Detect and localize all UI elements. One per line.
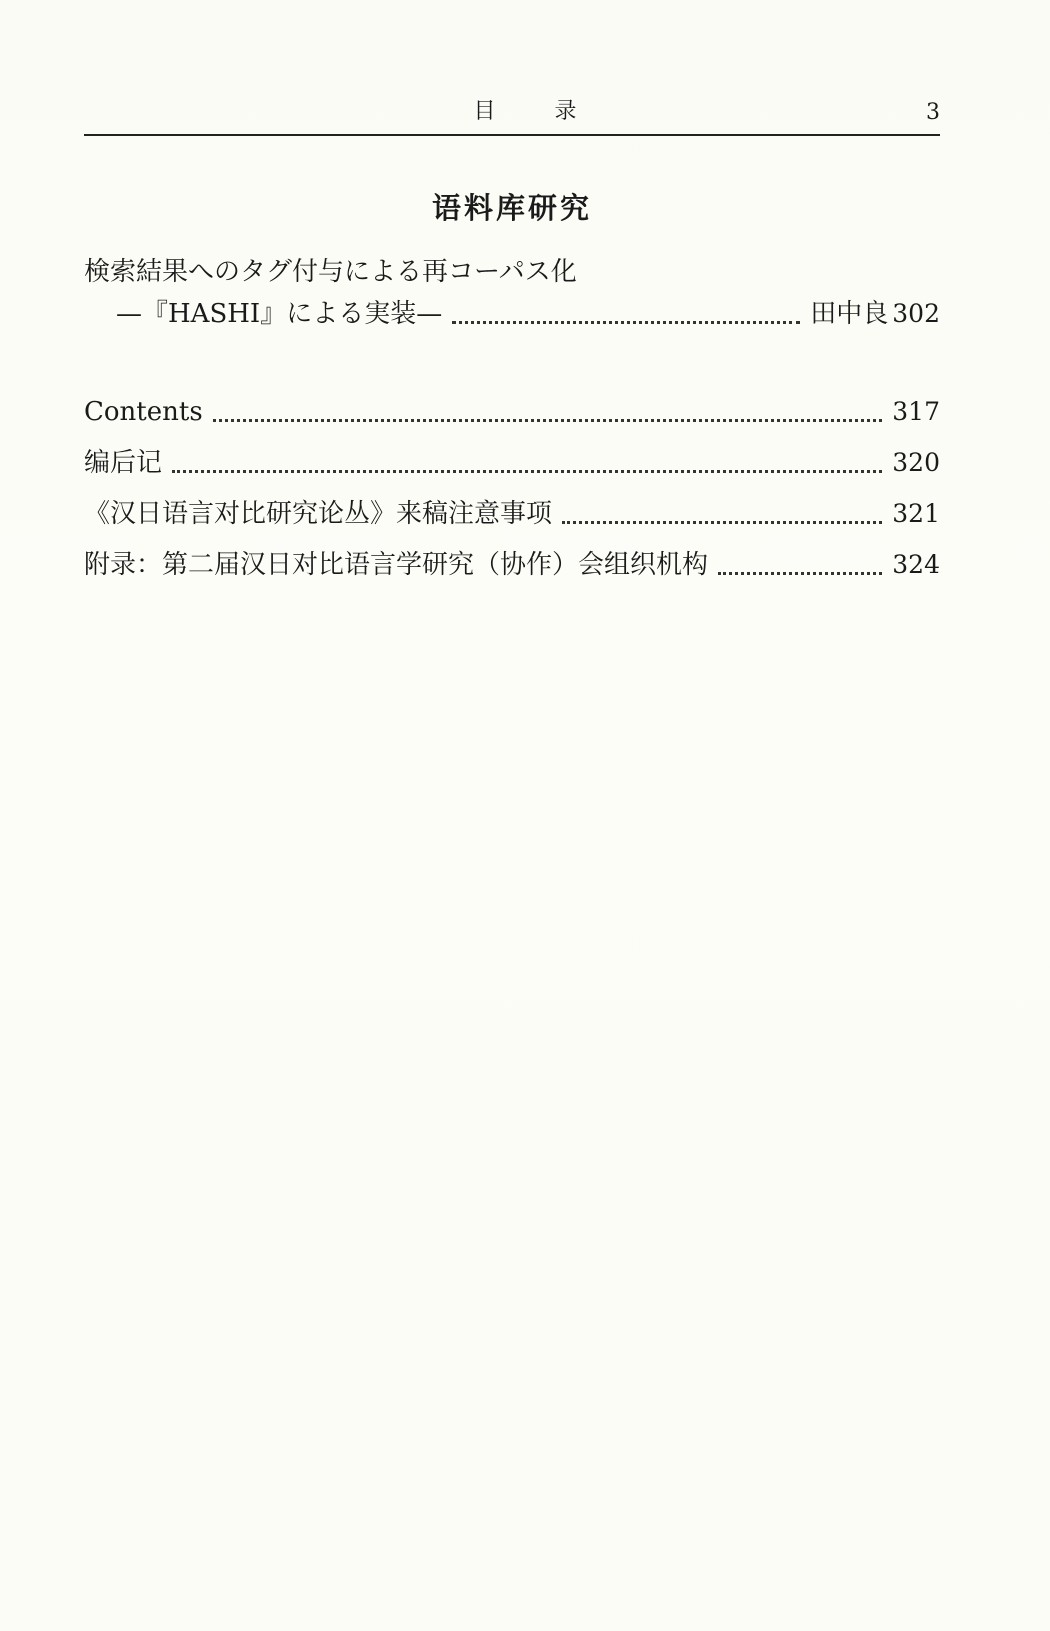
toc-entry-4-page: 321 [892, 499, 940, 528]
running-title: 目 录 [473, 99, 603, 124]
toc-entry-1-subtitle-row[interactable] [116, 294, 940, 334]
section-heading: 语料库研究 [431, 191, 592, 225]
toc-entry-3-title: 编后记 [84, 448, 163, 478]
dot-leader [718, 572, 882, 575]
toc-entry-1-author: 田中良 [810, 299, 889, 329]
toc-entry-1-subtitle: —『HASHI』による実装— [116, 299, 443, 329]
toc-entry-afterword[interactable] [84, 443, 940, 483]
dot-leader [213, 419, 883, 422]
toc-entry-1-title: 検索結果へのタグ付与による再コーパス化 [84, 257, 577, 287]
dot-leader [562, 521, 882, 524]
dot-leader [172, 470, 882, 473]
toc-entry-5-title: 附录：第二届汉日对比语言学研究（协作）会组织机构 [84, 550, 709, 580]
header-rule [84, 134, 940, 136]
running-header [84, 92, 940, 132]
toc-entry-2-title: Contents [84, 397, 203, 427]
toc-entry-submission-notes[interactable] [84, 494, 940, 534]
toc-entry-4-title: 《汉日语言对比研究论丛》来稿注意事项 [84, 499, 553, 529]
dot-leader [452, 321, 800, 324]
toc-entry-2-page: 317 [892, 397, 940, 426]
toc-entry-1-page: 302 [892, 299, 940, 328]
toc-entry-contents[interactable] [84, 392, 940, 432]
toc-entry-3-page: 320 [892, 448, 940, 477]
toc-entry-appendix[interactable] [84, 545, 940, 585]
page-number: 3 [926, 100, 940, 125]
toc-entry-5-page: 324 [892, 550, 940, 579]
